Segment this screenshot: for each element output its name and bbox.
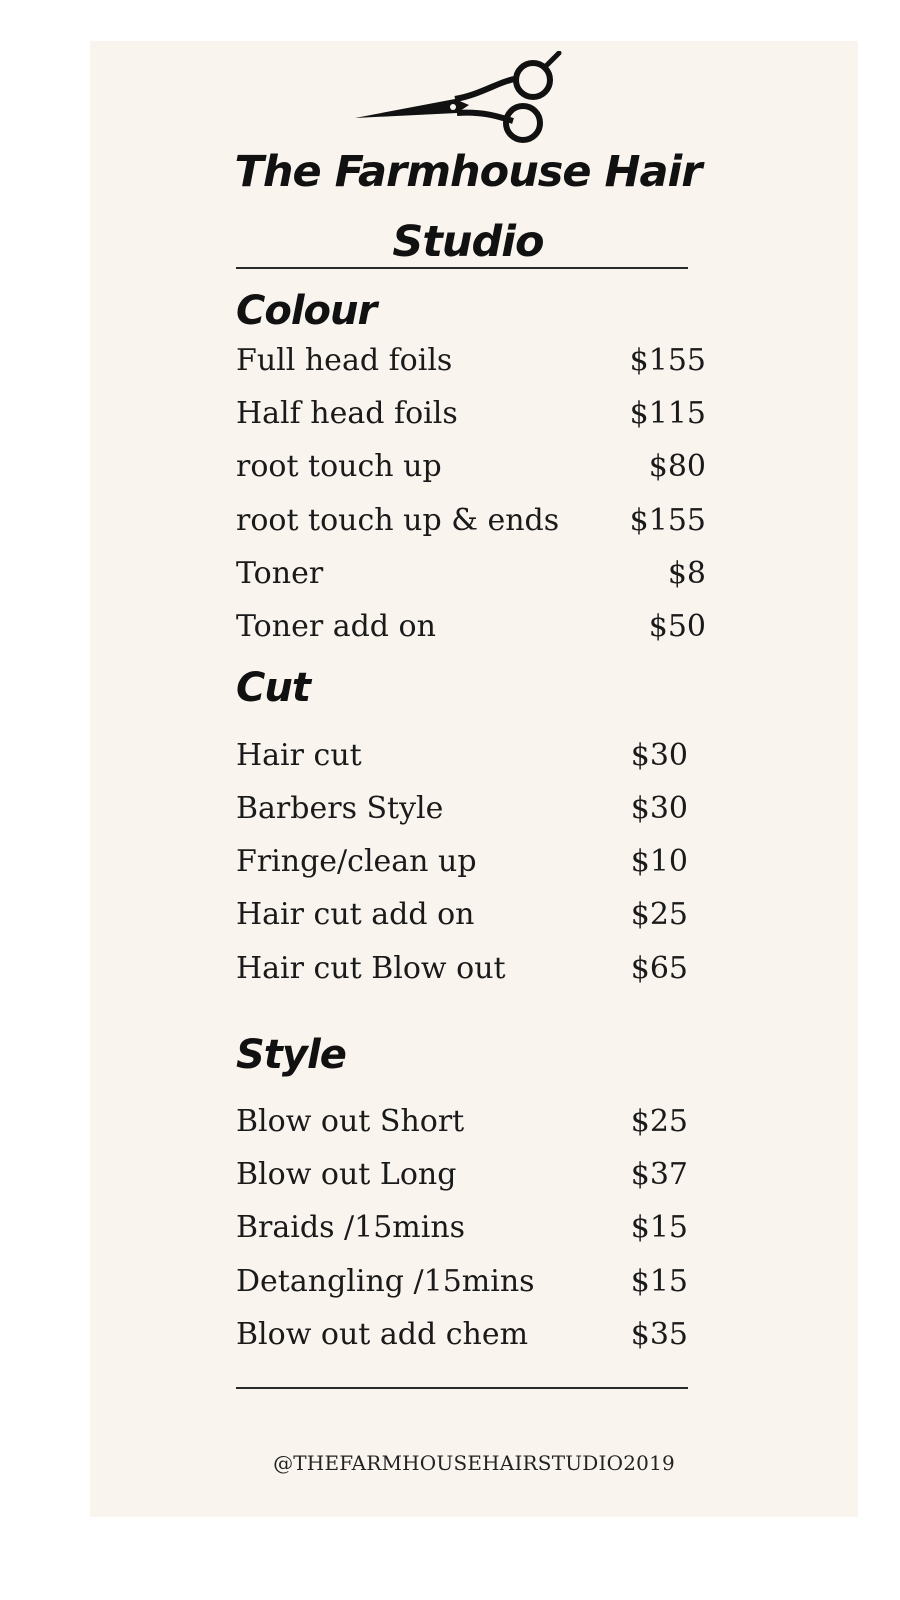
section-heading-style: Style	[236, 1032, 346, 1078]
studio-title-line2: Studio	[392, 217, 544, 267]
instagram-handle: @THEFARMHOUSEHAIRSTUDIO2019	[273, 1451, 675, 1475]
service-price: $25	[630, 897, 688, 932]
list-item	[236, 947, 688, 991]
service-name: Hair cut	[236, 738, 362, 773]
service-price: $8	[667, 556, 706, 591]
list-item	[236, 1260, 688, 1304]
service-price: $50	[648, 609, 706, 644]
service-name: Fringe/clean up	[236, 844, 477, 879]
studio-title	[84, 137, 852, 277]
studio-title-line1: The Farmhouse Hair	[234, 147, 702, 197]
service-price: $15	[630, 1264, 688, 1299]
service-price: $15	[630, 1210, 688, 1245]
service-name: root touch up	[236, 449, 442, 484]
list-item	[236, 552, 706, 596]
service-price: $30	[630, 791, 688, 826]
list-item	[236, 1206, 688, 1250]
service-name: Blow out Long	[236, 1157, 457, 1192]
service-name: Hair cut add on	[236, 897, 475, 932]
service-price: $37	[630, 1157, 688, 1192]
service-price: $35	[630, 1317, 688, 1352]
service-name: Full head foils	[236, 343, 453, 378]
service-name: Blow out add chem	[236, 1317, 529, 1352]
list-item	[236, 840, 688, 884]
price-list-card	[90, 41, 858, 1517]
list-item	[236, 1153, 688, 1197]
service-name: Detangling /15mins	[236, 1264, 535, 1299]
list-item	[236, 605, 706, 649]
bottom-divider	[236, 1387, 688, 1389]
list-item	[236, 499, 706, 543]
list-item	[236, 734, 688, 778]
service-name: Barbers Style	[236, 791, 444, 826]
list-item	[236, 1313, 688, 1357]
list-item	[236, 339, 706, 383]
service-name: Hair cut Blow out	[236, 951, 506, 986]
service-price: $30	[630, 738, 688, 773]
service-price: $155	[629, 343, 706, 378]
list-item	[236, 1100, 688, 1144]
service-name: Braids /15mins	[236, 1210, 466, 1245]
service-price: $115	[629, 396, 706, 431]
list-item	[236, 893, 688, 937]
service-price: $25	[630, 1104, 688, 1139]
list-item	[236, 787, 688, 831]
service-price: $80	[648, 449, 706, 484]
list-item	[236, 392, 706, 436]
scissors-icon	[355, 51, 565, 151]
service-price: $10	[630, 844, 688, 879]
service-name: Toner add on	[236, 609, 436, 644]
service-name: Toner	[236, 556, 324, 591]
service-name: Blow out Short	[236, 1104, 465, 1139]
service-price: $65	[630, 951, 688, 986]
service-price: $155	[629, 503, 706, 538]
section-heading-cut: Cut	[236, 665, 310, 711]
list-item	[236, 445, 706, 489]
service-name: root touch up & ends	[236, 503, 560, 538]
section-heading-colour: Colour	[236, 288, 377, 334]
top-divider	[236, 267, 688, 269]
service-name: Half head foils	[236, 396, 458, 431]
